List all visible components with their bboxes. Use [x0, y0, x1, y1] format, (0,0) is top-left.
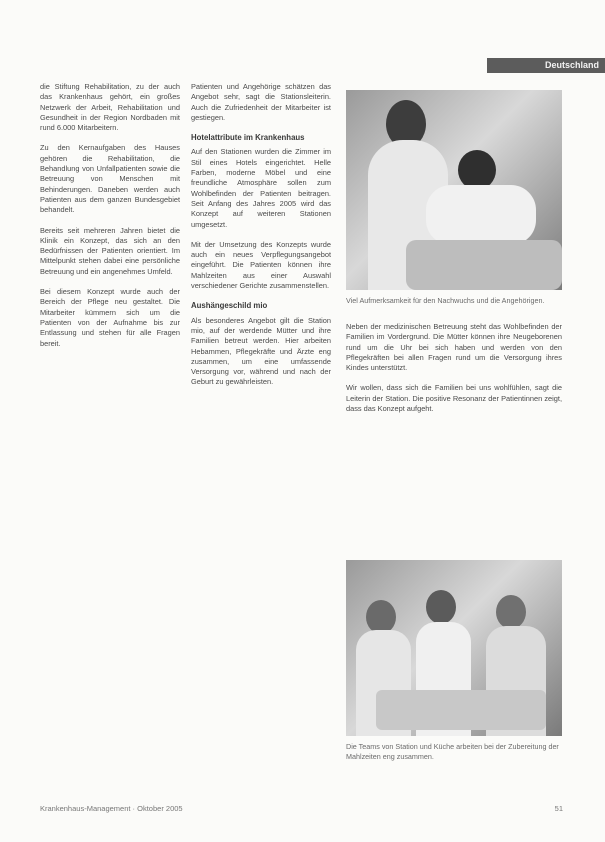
body-paragraph: Neben der medizinischen Betreuung steht das Wohlbefinden der Familien im Vordergrund. Die Mütter können ihre Neugeborenen rund um die Uhr bei sich haben und werden von den Pflegekräften bei allen Fragen rund um die Versorgung ihres Kindes unterstützt.	[346, 322, 562, 373]
body-paragraph: Als besonderes Angebot gilt die Station mio, auf der werdende Mütter und ihre Familien betreut werden. Hier arbeiten Hebammen, Pflegekräfte und Ärzte eng zusammen, um eine umfassende Versorgung vor, während und nach der Geburt zu gewährleisten.	[191, 315, 331, 387]
photo-team-in-kitchen	[346, 560, 562, 736]
body-paragraph: Bei diesem Konzept wurde auch der Bereich der Pflege neu gestaltet. Die Mitarbeiter kümmern sich um die Patienten von der Aufnahme bis zur Entlassung und stehen für alle Fragen bereit.	[40, 287, 180, 348]
subheading: Aushängeschild mio	[191, 301, 268, 311]
body-paragraph: Auf den Stationen wurden die Zimmer im Stil eines Hotels eingerichtet. Helle Farben, moderne Möbel und eine freundliche Atmosphäre sollen zum Wohlbefinden der Patienten beitragen. Seit Anfang des Jahres 2005 wird das Konzept auf weiteren Stationen umgesetzt.	[191, 147, 331, 229]
body-paragraph: die Stiftung Rehabilitation, zu der auch das Krankenhaus gehört, ein großes Netzwerk der Arbeit, Rehabilitation und Gesundheit in der Region Nordbaden mit rund 6.000 Mitarbeitern.	[40, 82, 180, 133]
body-paragraph: Zu den Kernaufgaben des Hauses gehören die Rehabilitation, die Behandlung von Unfallpatienten sowie die Betreuung von Menschen mit Behinderungen. Daneben werden auch Patienten aus dem ganzen Bundesgebiet behandelt.	[40, 143, 180, 215]
page-number: 51	[554, 804, 563, 813]
article-column-3	[346, 322, 562, 424]
body-paragraph: Patienten und Angehörige schätzen das Angebot sehr, sagt die Stationsleiterin. Auch die Zufriedenheit der Mitarbeiter ist gestiegen.	[191, 82, 331, 122]
photo-doctor-with-mother	[346, 90, 562, 290]
body-paragraph: Mit der Umsetzung des Konzepts wurde auch ein neues Verpflegungsangebot eingeführt. Die Patienten können ihre Mahlzeiten aus einer Auswahl verschiedener Gerichte zusammenstellen.	[191, 239, 331, 291]
photo-caption: Viel Aufmerksamkeit für den Nachwuchs und die Angehörigen.	[346, 296, 545, 305]
article-column-1	[40, 82, 180, 359]
subheading: Hotelattribute im Krankenhaus	[191, 133, 305, 143]
body-paragraph: Wir wollen, dass sich die Familien bei uns wohlfühlen, sagt die Leiterin der Station. Die positive Resonanz der Patientinnen zeigt, dass das Konzept aufgeht.	[346, 383, 562, 414]
photo-caption: Die Teams von Station und Küche arbeiten bei der Zubereitung der Mahlzeiten eng zusammen.	[346, 742, 559, 761]
article-column-2	[191, 82, 331, 398]
section-tag: Deutschland	[487, 58, 605, 73]
footer-publication: Krankenhaus-Management · Oktober 2005	[40, 804, 183, 813]
body-paragraph: Bereits seit mehreren Jahren bietet die Klinik ein Konzept, das sich an den Bedürfnissen der Patienten orientiert. Im Mittelpunkt stehen dabei eine persönliche Betreuung und ein angenehmes Umfeld.	[40, 225, 180, 276]
